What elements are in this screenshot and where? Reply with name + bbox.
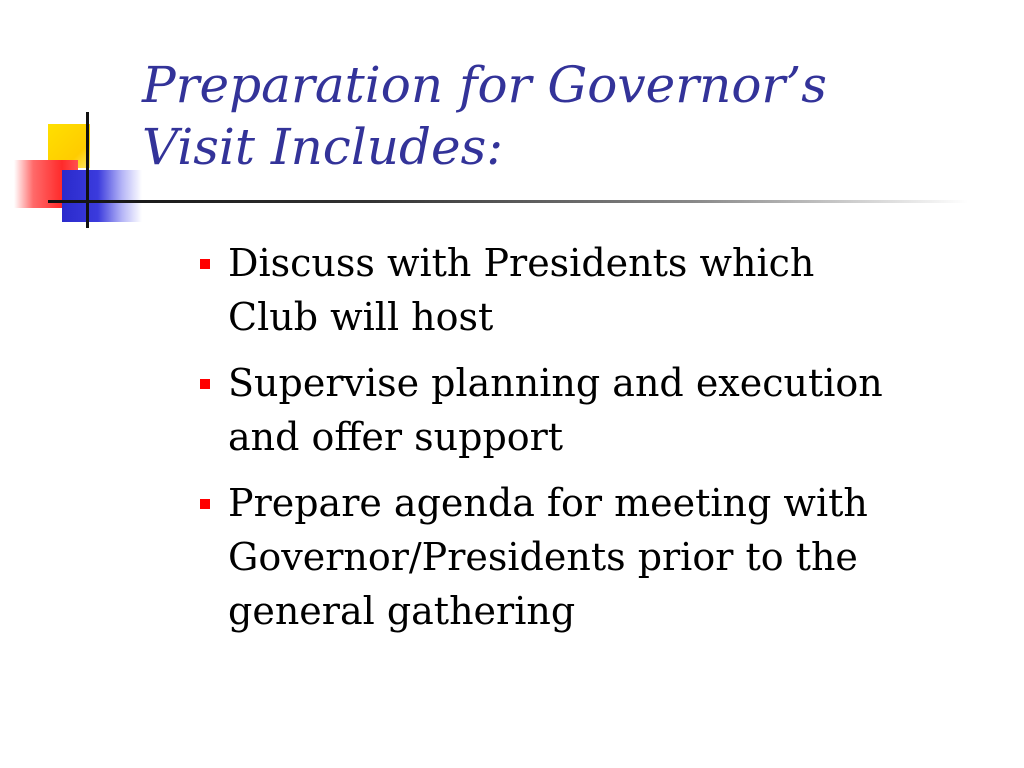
decorative-logo: [0, 0, 150, 240]
bullet-item: [196, 476, 996, 638]
vertical-divider: [86, 112, 89, 228]
title-line-2: Visit Includes:: [142, 118, 504, 176]
square-bullet-icon: [200, 499, 210, 509]
bullet-text-line: Governor/Presidents prior to the: [228, 535, 858, 579]
blue-square: [62, 170, 142, 222]
bullet-text-line: Supervise planning and execution: [228, 361, 883, 405]
bullet-text-line: general gathering: [228, 589, 576, 633]
bullet-text-line: Club will host: [228, 295, 494, 339]
bullet-text-line: Prepare agenda for meeting with: [228, 481, 868, 525]
square-bullet-icon: [200, 379, 210, 389]
title-underline: [48, 200, 968, 203]
bullet-item: [196, 356, 996, 464]
bullet-text-line: Discuss with Presidents which: [228, 241, 815, 285]
bullet-list: [196, 236, 996, 650]
square-bullet-icon: [200, 259, 210, 269]
bullet-item: [196, 236, 996, 344]
slide-title: [142, 54, 962, 178]
bullet-text-line: and offer support: [228, 415, 564, 459]
title-line-1: Preparation for Governor’s: [142, 56, 827, 114]
